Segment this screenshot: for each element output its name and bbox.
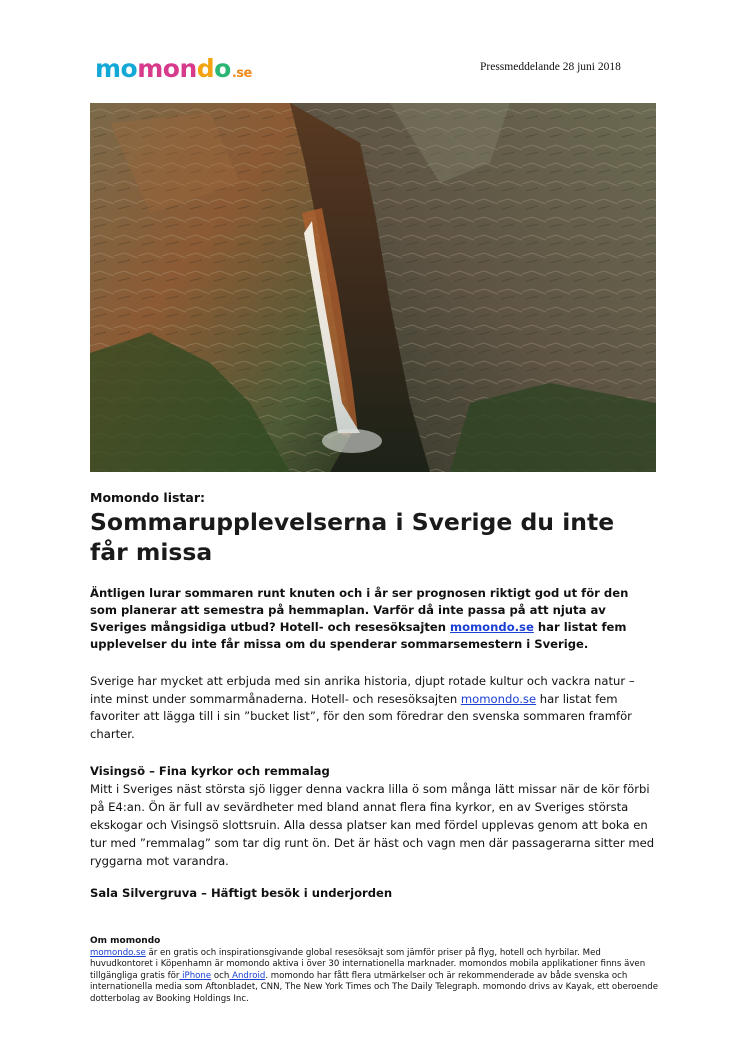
section-visingso-text: Mitt i Sveriges näst största sjö ligger denna vackra lilla ö som många lätt missar när de kör förbi på E4:an. Ön är full av sevärdheter med bland annat flera fina kyrkor, en av Sveriges största ekskogar och Visingsö slottsruin. Alla dessa platser kan med fördel upplevas genom att boka en tur med ”remmalag” som tar dig runt ön. Det är häst och vagn men där passagerarna sitter med ryggarna mot varandra. [90, 782, 655, 868]
about-android-link[interactable]: Android [229, 970, 266, 981]
article-lead [90, 585, 650, 653]
intro-paragraph [90, 673, 655, 743]
about-text-3: . momondo har fått flera utmärkelser och är rekommenderade av både svenska och internationella media som Aftonbladet, CNN, The New York Times och The Daily Telegraph. momondo drivs av Kayak, ett oberoende dotterbolag av Booking Holdings Inc. [90, 970, 659, 1004]
press-release-date: Pressmeddelande 28 juni 2018 [480, 61, 621, 73]
article-title: Sommarupplevelserna i Sverige du inte får missa [90, 508, 615, 566]
logo-tld: .se [231, 66, 252, 81]
momondo-logo [95, 56, 252, 81]
waterfall-canyon-photo [90, 103, 656, 472]
article-kicker: Momondo listar: [90, 490, 206, 505]
logo-part-4: o [214, 54, 231, 83]
logo-part-1: mo [95, 54, 138, 83]
lead-text-a: Äntligen lurar sommaren runt knuten och i år ser prognosen riktigt god ut för den som planerar att semestra på hemmaplan. Varför då inte passa på att njuta av Sveriges mångsidiga utbud? Hotell- och resesöksajten [90, 586, 629, 634]
about-text-1: är en gratis och inspirationsgivande global resesöksajt som jämför priser på flyg, hotell och hyrbilar. Med huvudkontoret i Köpenhamn är momondo aktiva i över 30 internationella marknader. momondos mobila applikationer finns även tillgängliga gratis för [90, 948, 646, 981]
section-visingso-heading: Visingsö – Fina kyrkor och remmalag [90, 764, 330, 778]
waterfall-illustration [90, 103, 656, 472]
section-sala-heading: Sala Silvergruva – Häftigt besök i underjorden [90, 886, 393, 900]
lead-text-b: har listat fem upplevelser du inte får missa om du spenderar sommarsemestern i Sverige. [90, 620, 627, 651]
intro-text-a: Sverige har mycket att erbjuda med sin anrika historia, djupt rotade kultur och vackra natur – inte minst under sommarmånaderna. Hotell- och resesöksajten [90, 674, 635, 706]
section-visingso [90, 762, 655, 870]
about-text-2: och [211, 970, 230, 981]
lead-momondo-link[interactable]: momondo.se [450, 620, 534, 634]
logo-part-3: d [196, 54, 215, 83]
intro-momondo-link[interactable]: momondo.se [460, 691, 537, 706]
about-momondo-link[interactable]: momondo.se [90, 948, 146, 958]
logo-part-2: mon [137, 54, 197, 83]
about-paragraph [90, 948, 660, 1005]
about-title: Om momondo [90, 936, 161, 946]
intro-text-b: har listat fem favoriter att lägga till i sin ”bucket list”, för den som föredrar den svenska sommaren framför charter. [90, 691, 632, 741]
about-iphone-link[interactable]: iPhone [179, 970, 212, 981]
